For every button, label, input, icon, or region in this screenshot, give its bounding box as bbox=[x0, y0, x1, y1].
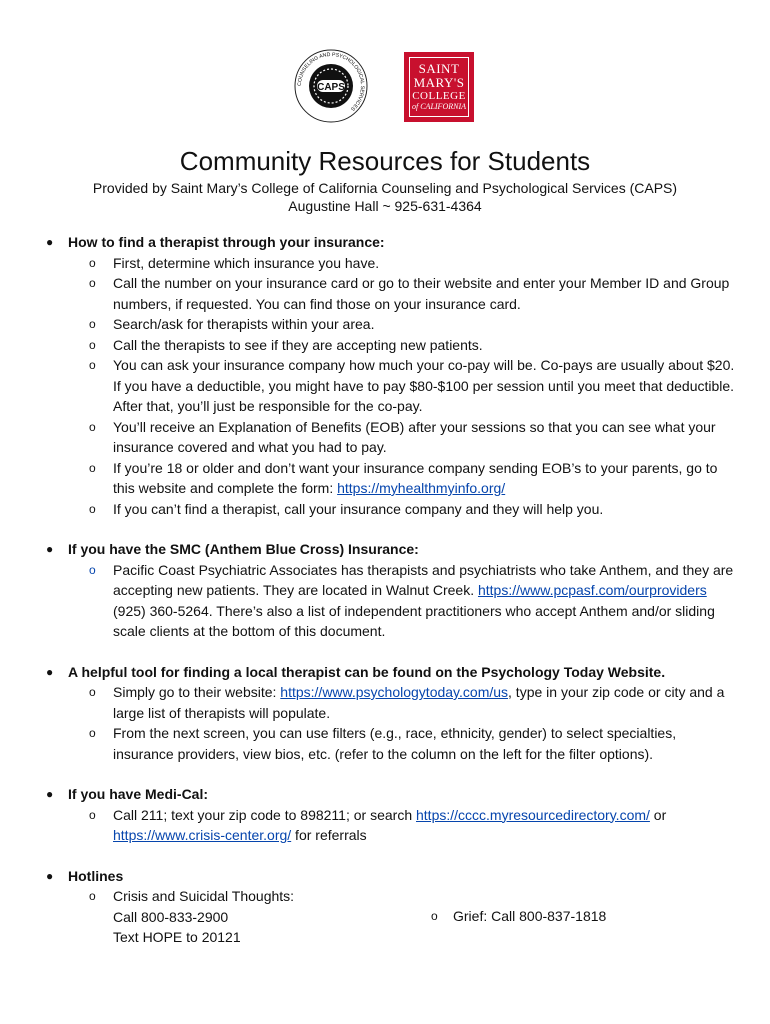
list-item: o Call the therapists to see if they are accepting new patients. bbox=[68, 335, 740, 356]
list-item: o First, determine which insurance you have. bbox=[68, 253, 740, 274]
circle-bullet-icon: o bbox=[89, 317, 96, 331]
section-psychology-today bbox=[40, 662, 740, 765]
circle-bullet-icon: o bbox=[89, 501, 96, 516]
section-hotlines bbox=[40, 866, 740, 948]
crisis-hotline-label: Crisis and Suicidal Thoughts: bbox=[113, 888, 295, 904]
section-title: A helpful tool for finding a local therapist can be found on the Psychology Today Website. bbox=[68, 663, 666, 680]
list-item: o Pacific Coast Psychiatric Associates has therapists and psychiatrists who take Anthem, and they are accepting new patients. They are located in Walnut Creek. https://www.pcpasf.com/ourproviders (925) 360-5264. There’s also a list of independent practitioners who accept Anthem and/or sliding scale clients at the bottom of this document. bbox=[89, 561, 734, 639]
circle-bullet-icon: o bbox=[89, 460, 96, 475]
smc-logo-line4: of CALIFORNIA bbox=[412, 102, 466, 111]
smc-logo-line1: SAINT bbox=[418, 61, 460, 76]
bullet-icon: ● bbox=[46, 664, 54, 679]
pcpasf-link[interactable]: https://www.pcpasf.com/ourproviders bbox=[477, 582, 707, 598]
smc-logo-line2: MARY'S bbox=[413, 75, 465, 90]
subtitle bbox=[0, 179, 770, 215]
myhealthmyinfo-link[interactable]: https://myhealthmyinfo.org/ bbox=[337, 480, 506, 496]
list-item: o If you’re 18 or older and don’t want your insurance company sending EOB’s to your parents, go to this website and complete the form: https://myhealthmyinfo.org/ bbox=[89, 459, 718, 496]
circle-bullet-icon: o bbox=[89, 255, 96, 270]
grief-hotline: o Grief: Call 800-837-1818 bbox=[453, 906, 606, 927]
section-title: How to find a therapist through your insurance: bbox=[68, 234, 385, 250]
circle-bullet-icon: o bbox=[89, 358, 96, 372]
list-item: o Call 211; text your zip code to 898211; or search https://cccc.myresourcedirectory.com/ or https://www.crisis-center.org/ for referrals bbox=[89, 806, 667, 843]
section-title: If you have Medi-Cal: bbox=[68, 786, 209, 802]
section-medi-cal bbox=[40, 784, 740, 846]
bullet-icon: ● bbox=[46, 868, 54, 883]
subtitle-line1: Provided by Saint Mary’s College of California Counseling and Psychological Services (CAPS) bbox=[92, 180, 678, 196]
circle-bullet-icon: o bbox=[89, 685, 96, 699]
logo-bar bbox=[0, 46, 770, 130]
resource-list bbox=[40, 232, 740, 968]
crisis-hotline-text: Text HOPE to 20121 bbox=[113, 929, 241, 945]
crisis-hotline-call: Call 800-833-2900 bbox=[113, 908, 229, 925]
list-item: o Search/ask for therapists within your area. bbox=[68, 314, 740, 335]
circle-bullet-icon: o bbox=[89, 419, 96, 434]
circle-bullet-icon: o bbox=[431, 909, 438, 923]
bullet-icon: ● bbox=[46, 542, 54, 556]
psychologytoday-link[interactable]: https://www.psychologytoday.com/us bbox=[280, 684, 509, 700]
circle-bullet-icon: o bbox=[89, 562, 96, 577]
list-item bbox=[68, 886, 740, 948]
caps-logo bbox=[293, 48, 369, 124]
section-insurance bbox=[40, 232, 740, 519]
list-item: o You can ask your insurance company how much your co-pay will be. Co-pays are usually about $20. If you have a deductible, you might have to pay $80-$100 per session until you meet that deductible. After that, you’ll just be responsible for the co-pay. bbox=[89, 357, 735, 414]
circle-bullet-icon: o bbox=[89, 889, 96, 903]
resource-directory-link[interactable]: https://cccc.myresourcedirectory.com/ bbox=[416, 806, 650, 823]
circle-bullet-icon: o bbox=[89, 276, 96, 290]
caps-center-text: CAPS bbox=[317, 82, 345, 93]
list-item: o If you can’t find a therapist, call your insurance company and they will help you. bbox=[68, 499, 740, 520]
section-title: If you have the SMC (Anthem Blue Cross) Insurance: bbox=[68, 541, 419, 557]
smc-logo-line3: COLLEGE bbox=[412, 90, 466, 102]
section-title: Hotlines bbox=[68, 867, 124, 884]
list-item: o Simply go to their website: https://www.psychologytoday.com/us, type in your zip code or city and a large list of therapists will populate. bbox=[89, 684, 725, 721]
list-item: o You’ll receive an Explanation of Benefits (EOB) after your sessions so that you can see what your insurance covered and what you had to pay. bbox=[89, 418, 716, 455]
crisis-center-link[interactable]: https://www.crisis-center.org/ bbox=[113, 827, 292, 843]
bullet-icon: ● bbox=[46, 235, 54, 249]
subtitle-line2: Augustine Hall ~ 925-631-4364 bbox=[288, 198, 482, 214]
caps-ring-text: COUNSELING AND PSYCHOLOGICAL SERVICES bbox=[296, 51, 366, 112]
bullet-icon: ● bbox=[46, 787, 54, 801]
list-item: o Call the number on your insurance card or go to their website and enter your Member ID and Group numbers, if requested. You can find those on your insurance card. bbox=[89, 275, 730, 312]
section-smc-insurance bbox=[40, 539, 740, 642]
circle-bullet-icon: o bbox=[89, 807, 96, 822]
list-item: o From the next screen, you can use filters (e.g., race, ethnicity, gender) to select specialties, insurance providers, view bios, etc. (refer to the column on the left for the filter options). bbox=[89, 725, 677, 762]
circle-bullet-icon: o bbox=[89, 726, 96, 740]
smc-logo bbox=[404, 52, 474, 122]
circle-bullet-icon: o bbox=[89, 337, 96, 352]
page-title: Community Resources for Students bbox=[179, 146, 591, 176]
